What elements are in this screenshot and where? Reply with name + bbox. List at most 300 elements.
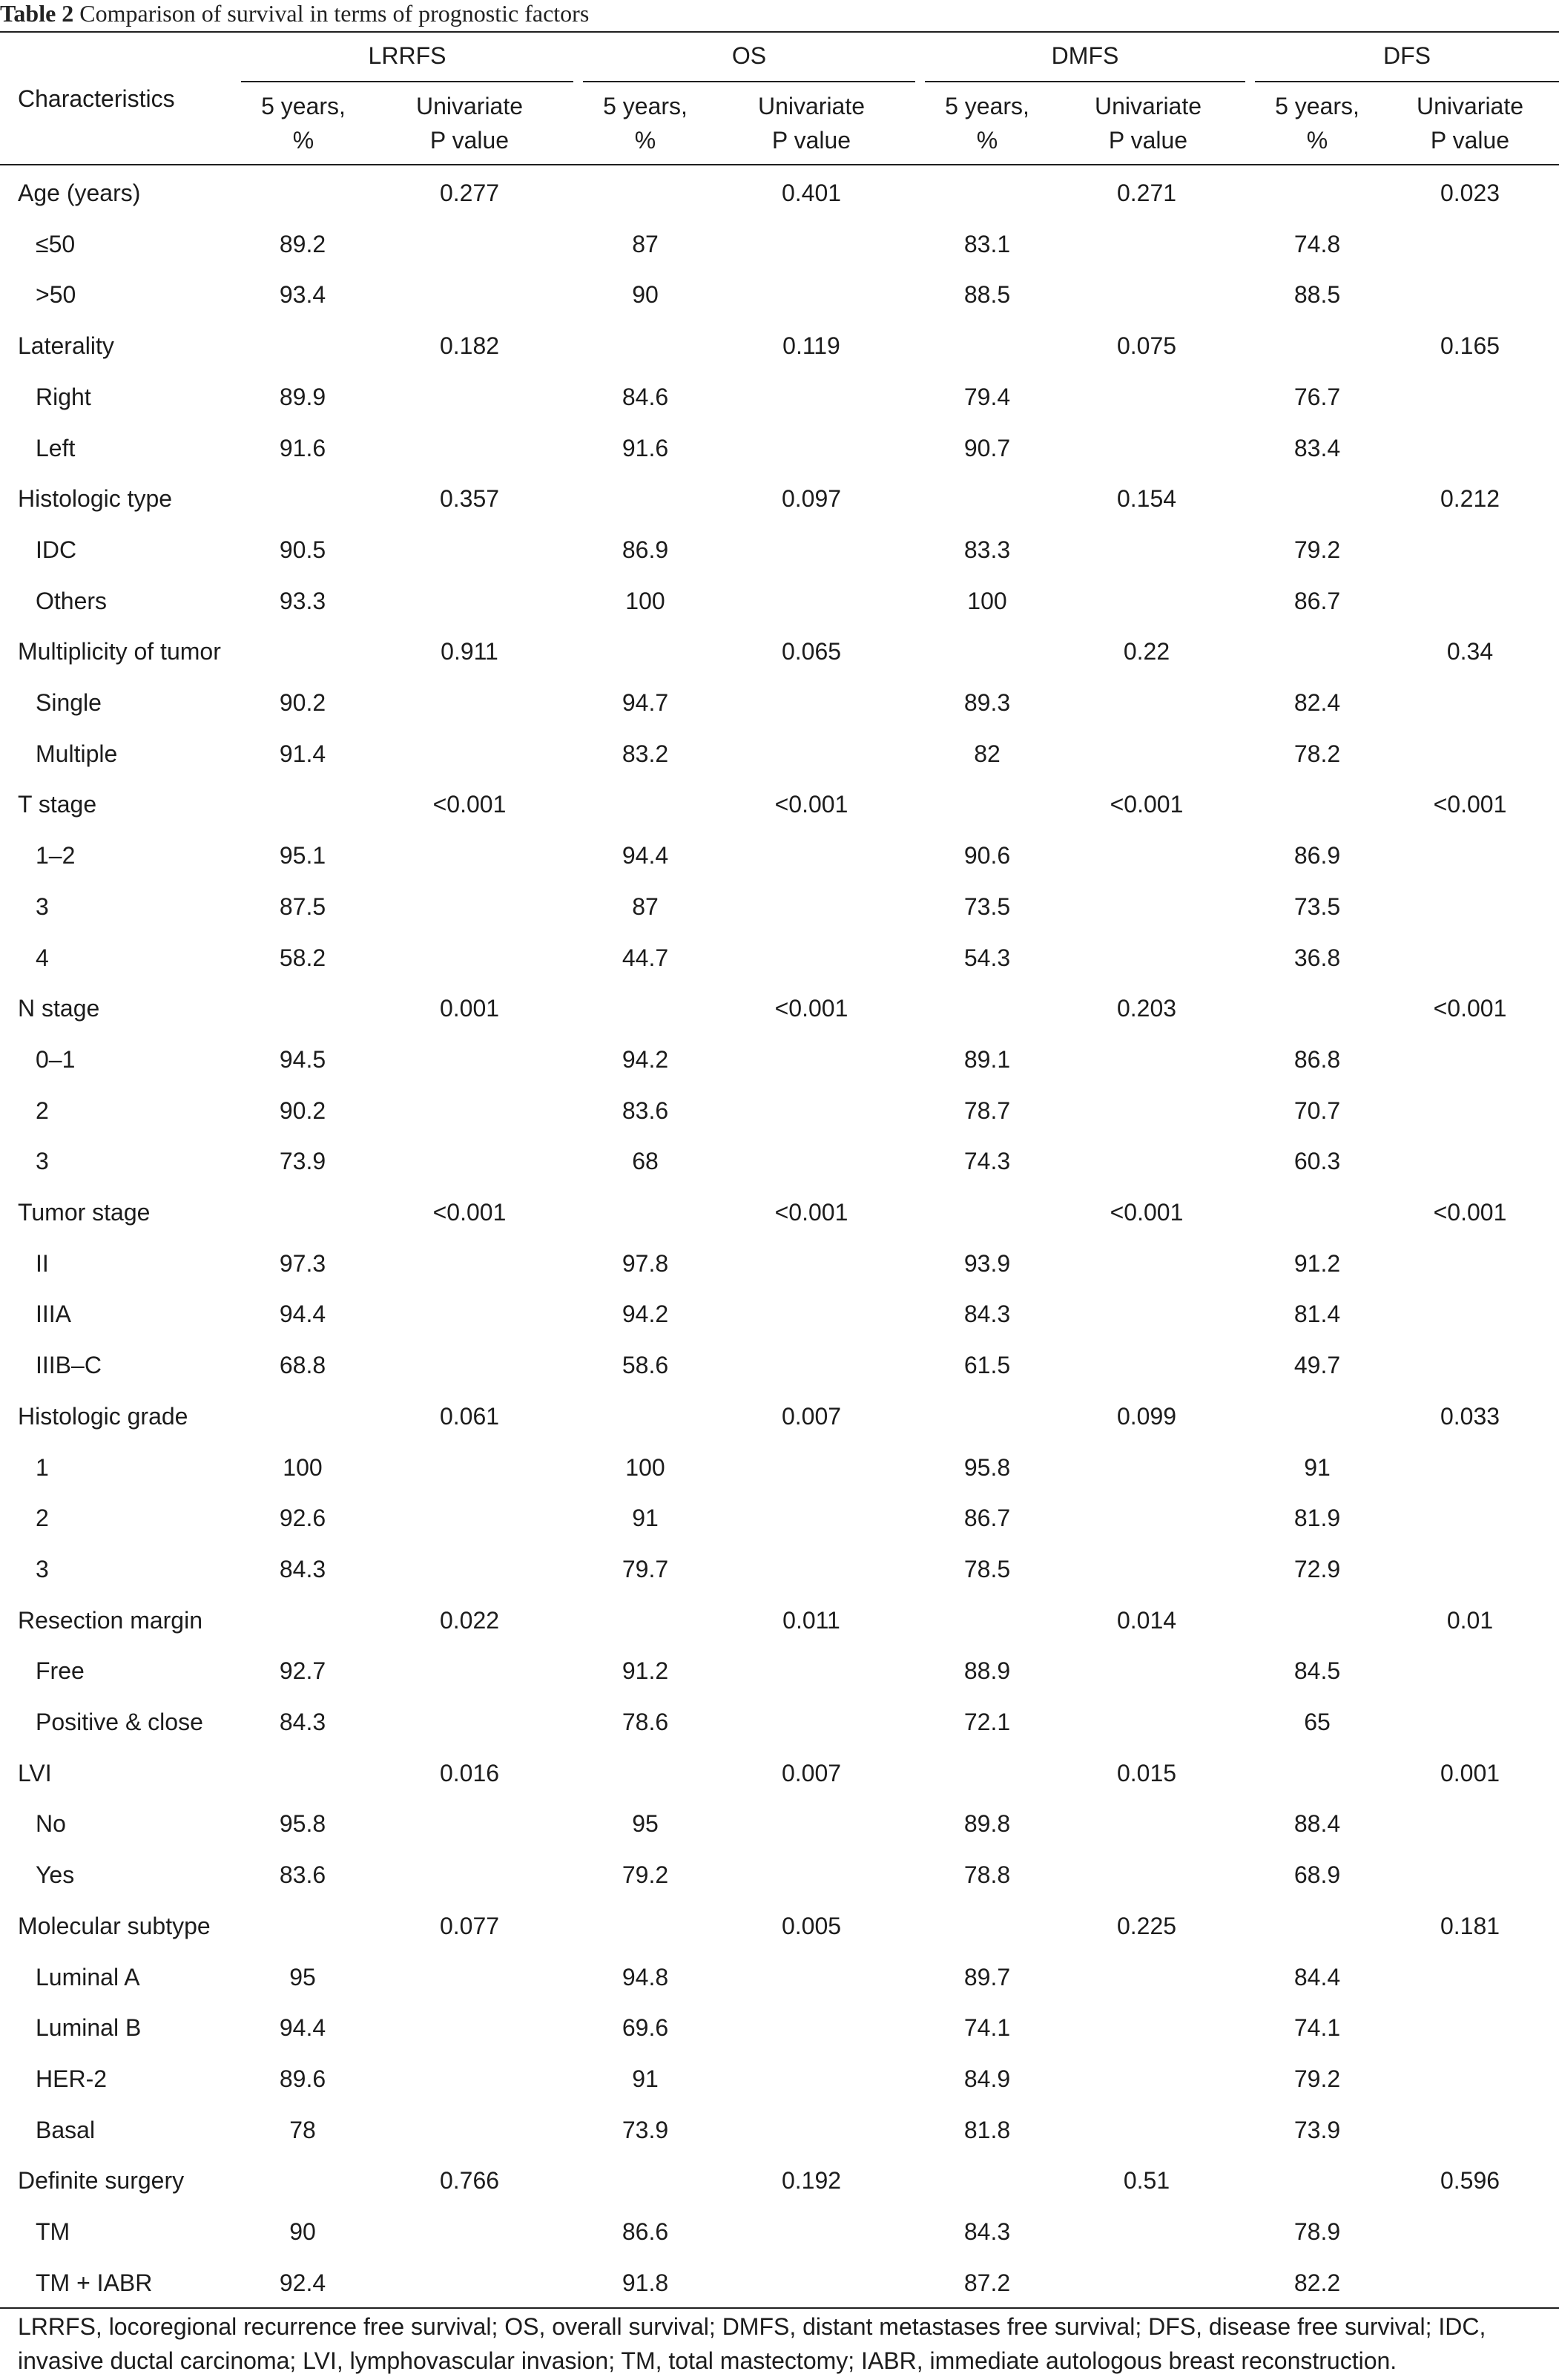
cell-5yr-percent	[564, 473, 727, 525]
cell-5yr-percent	[221, 1595, 384, 1646]
table-row	[0, 1697, 1559, 1748]
cell-5yr-percent: 84.4	[1293, 1963, 1341, 1991]
row-label: T stage	[18, 791, 97, 818]
cell-p-value: 0.007	[781, 1402, 842, 1430]
cell-p-value	[1065, 1850, 1228, 1901]
cell-p-value: 0.077	[439, 1912, 500, 1939]
cell-5yr-percent: 90.6	[963, 842, 1011, 870]
cell-5yr-percent: 94.2	[622, 1301, 669, 1328]
table-row	[0, 1136, 1559, 1187]
cell-p-value	[1065, 1544, 1228, 1595]
cell-5yr-percent: 92.6	[279, 1505, 326, 1532]
table-row	[0, 677, 1559, 729]
cell-5yr-percent	[1236, 2155, 1399, 2206]
cell-5yr-percent: 83.6	[279, 1861, 326, 1889]
cell-5yr-percent: 73.5	[1293, 892, 1341, 920]
cell-p-value	[730, 2206, 893, 2258]
cell-p-value	[1065, 1952, 1228, 2003]
cell-5yr-percent: 100	[967, 587, 1007, 614]
cell-p-value	[730, 372, 893, 423]
subheader-years: 5 years, %	[1275, 93, 1359, 154]
cell-p-value: 0.061	[439, 1402, 500, 1430]
cell-5yr-percent: 91	[1304, 1453, 1331, 1481]
cell-p-value	[388, 729, 551, 780]
cell-5yr-percent	[1236, 1748, 1399, 1799]
cell-5yr-percent	[906, 168, 1069, 219]
cell-p-value	[1065, 1493, 1228, 1544]
cell-5yr-percent	[221, 168, 384, 219]
cell-5yr-percent: 95.1	[279, 842, 326, 870]
cell-5yr-percent	[906, 1595, 1069, 1646]
cell-5yr-percent: 95	[632, 1810, 659, 1838]
subheader-pvalue: Univariate P value	[1416, 93, 1524, 154]
cell-5yr-percent: 88.5	[963, 281, 1011, 309]
cell-p-value	[1065, 1238, 1228, 1289]
cell-p-value	[730, 677, 893, 729]
row-sublabel: IDC	[36, 536, 77, 563]
cell-5yr-percent: 68.8	[279, 1352, 326, 1379]
row-sublabel: ≤50	[36, 230, 76, 257]
cell-5yr-percent: 79.4	[963, 383, 1011, 410]
row-label: LVI	[18, 1759, 52, 1786]
cell-p-value	[1388, 1289, 1552, 1340]
cell-p-value	[1065, 2105, 1228, 2156]
cell-5yr-percent: 74.1	[963, 2014, 1011, 2042]
cell-p-value: 0.001	[439, 995, 500, 1022]
cell-5yr-percent	[564, 1391, 727, 1442]
cell-p-value	[730, 1085, 893, 1137]
row-sublabel: Luminal A	[36, 1963, 140, 1991]
header-rule	[0, 164, 1559, 165]
row-sublabel: HER-2	[36, 2065, 108, 2092]
cell-5yr-percent	[1236, 1595, 1399, 1646]
cell-5yr-percent	[906, 2155, 1069, 2206]
cell-5yr-percent	[564, 626, 727, 677]
row-sublabel: Basal	[36, 2116, 96, 2143]
cell-5yr-percent: 90	[289, 2218, 316, 2245]
table-row	[0, 983, 1559, 1034]
cell-5yr-percent	[1236, 1391, 1399, 1442]
cell-5yr-percent	[564, 320, 727, 372]
cell-p-value: <0.001	[1110, 1199, 1184, 1226]
cell-5yr-percent: 86.9	[622, 536, 669, 563]
cell-p-value	[730, 1289, 893, 1340]
row-sublabel: Right	[36, 383, 91, 410]
cell-p-value	[388, 1340, 551, 1391]
cell-p-value	[1388, 372, 1552, 423]
cell-p-value: 0.182	[439, 332, 500, 360]
cell-5yr-percent: 92.7	[279, 1657, 326, 1685]
cell-p-value	[388, 1493, 551, 1544]
cell-p-value	[730, 1442, 893, 1493]
cell-p-value: 0.022	[439, 1606, 500, 1634]
cell-5yr-percent: 89.2	[279, 230, 326, 257]
cell-5yr-percent	[906, 1901, 1069, 1952]
cell-5yr-percent	[564, 1595, 727, 1646]
cell-p-value	[388, 1136, 551, 1187]
cell-p-value	[1065, 219, 1228, 270]
table-row	[0, 881, 1559, 933]
cell-5yr-percent: 78	[289, 2116, 316, 2143]
cell-5yr-percent: 90.7	[963, 434, 1011, 461]
cell-5yr-percent: 93.3	[279, 587, 326, 614]
row-sublabel: Yes	[36, 1861, 75, 1889]
row-sublabel: Single	[36, 689, 102, 716]
cell-p-value	[388, 830, 551, 881]
cell-p-value	[1388, 1544, 1552, 1595]
cell-p-value	[730, 2105, 893, 2156]
row-sublabel: Positive & close	[36, 1709, 203, 1735]
cell-5yr-percent: 84.6	[622, 383, 669, 410]
cell-p-value	[730, 423, 893, 474]
cell-5yr-percent: 91	[632, 2065, 659, 2092]
cell-5yr-percent	[221, 473, 384, 525]
cell-5yr-percent: 91.8	[622, 2269, 669, 2296]
cell-p-value	[1065, 1697, 1228, 1748]
cell-p-value	[388, 1442, 551, 1493]
cell-p-value: 0.271	[1116, 180, 1177, 206]
table-row	[0, 219, 1559, 270]
cell-5yr-percent	[906, 320, 1069, 372]
cell-p-value: <0.001	[774, 995, 848, 1022]
table-row	[0, 779, 1559, 830]
cell-p-value	[388, 269, 551, 320]
cell-p-value: 0.023	[1440, 180, 1500, 206]
cell-p-value	[1065, 525, 1228, 576]
cell-p-value	[1388, 1646, 1552, 1697]
table-row	[0, 1544, 1559, 1595]
cell-p-value: <0.001	[1433, 791, 1507, 818]
cell-p-value	[730, 830, 893, 881]
cell-p-value	[1388, 2105, 1552, 2156]
cell-p-value	[1065, 576, 1228, 627]
cell-p-value	[730, 2002, 893, 2054]
subheader-pvalue: Univariate P value	[415, 93, 524, 154]
table-row	[0, 2155, 1559, 2206]
cell-5yr-percent: 78.2	[1293, 740, 1341, 767]
cell-5yr-percent: 61.5	[963, 1352, 1011, 1379]
cell-p-value	[1065, 2206, 1228, 2258]
cell-5yr-percent: 78.8	[963, 1861, 1011, 1889]
table-footnote: LRRFS, locoregional recurrence free survival; OS, overall survival; DMFS, distant metastases free survival; DFS, disease free survival; IDC, invasive ductal carcinoma; LVI, lymphovascular invasion; TM, total mastectomy; IABR, immediate autologous breast reconstruction.	[18, 2313, 1486, 2374]
cell-p-value	[388, 2258, 551, 2309]
cell-p-value	[1388, 423, 1552, 474]
cell-p-value: 0.22	[1123, 638, 1170, 665]
group-rule-lrrfs	[241, 81, 573, 82]
row-sublabel: IIIA	[36, 1301, 72, 1328]
cell-5yr-percent: 90	[632, 281, 659, 309]
subheader-years: 5 years, %	[261, 93, 346, 154]
cell-p-value	[388, 933, 551, 984]
cell-5yr-percent: 44.7	[622, 944, 669, 971]
cell-p-value	[1065, 1340, 1228, 1391]
cell-5yr-percent: 78.5	[963, 1555, 1011, 1582]
subheader-years: 5 years, %	[945, 93, 1029, 154]
cell-5yr-percent	[221, 626, 384, 677]
cell-5yr-percent: 88.4	[1293, 1810, 1341, 1838]
table-number: Table 2	[0, 0, 74, 27]
cell-p-value	[730, 1340, 893, 1391]
group-rule-os	[583, 81, 915, 82]
cell-p-value	[730, 1493, 893, 1544]
cell-5yr-percent: 72.1	[963, 1709, 1011, 1735]
cell-p-value	[1388, 1952, 1552, 2003]
cell-p-value: 0.766	[439, 2167, 500, 2195]
cell-p-value	[1388, 269, 1552, 320]
cell-p-value	[730, 2054, 893, 2105]
table-row	[0, 320, 1559, 372]
cell-5yr-percent	[1236, 168, 1399, 219]
cell-5yr-percent: 94.5	[279, 1045, 326, 1073]
cell-5yr-percent: 100	[283, 1453, 323, 1481]
table-row	[0, 372, 1559, 423]
row-label: Resection margin	[18, 1606, 202, 1634]
cell-5yr-percent: 94.7	[622, 689, 669, 716]
row-label: Histologic type	[18, 485, 173, 513]
cell-5yr-percent: 78.9	[1293, 2218, 1341, 2245]
cell-p-value	[730, 576, 893, 627]
top-rule	[0, 31, 1559, 33]
cell-p-value	[1065, 830, 1228, 881]
cell-p-value	[730, 219, 893, 270]
row-sublabel: 2	[36, 1505, 49, 1532]
cell-5yr-percent: 73.9	[1293, 2116, 1341, 2143]
cell-p-value: 0.34	[1446, 638, 1494, 665]
cell-p-value: <0.001	[1110, 791, 1184, 818]
cell-5yr-percent: 69.6	[622, 2014, 669, 2042]
cell-p-value	[1388, 729, 1552, 780]
cell-5yr-percent: 72.9	[1293, 1555, 1341, 1582]
cell-p-value	[730, 2258, 893, 2309]
cell-p-value	[1388, 1340, 1552, 1391]
cell-5yr-percent: 58.2	[279, 944, 326, 971]
cell-5yr-percent: 94.2	[622, 1045, 669, 1073]
cell-p-value	[1388, 1798, 1552, 1850]
cell-5yr-percent: 94.4	[622, 842, 669, 870]
group-header-dmfs: DMFS	[1051, 42, 1119, 69]
cell-p-value: 0.001	[1440, 1759, 1500, 1786]
cell-5yr-percent	[906, 1187, 1069, 1238]
bottom-rule	[0, 2307, 1559, 2309]
cell-p-value	[1388, 830, 1552, 881]
cell-5yr-percent	[221, 2155, 384, 2206]
cell-p-value: 0.075	[1116, 332, 1177, 360]
cell-p-value: 0.014	[1116, 1606, 1177, 1634]
cell-p-value: 0.097	[781, 485, 842, 513]
cell-5yr-percent	[221, 983, 384, 1034]
row-sublabel: 3	[36, 892, 49, 920]
cell-5yr-percent: 100	[625, 587, 665, 614]
row-sublabel: Others	[36, 587, 108, 614]
cell-5yr-percent: 78.7	[963, 1097, 1011, 1124]
cell-5yr-percent: 91.6	[622, 434, 669, 461]
cell-5yr-percent: 91.4	[279, 740, 326, 767]
cell-p-value: 0.099	[1116, 1402, 1177, 1430]
cell-5yr-percent	[1236, 1901, 1399, 1952]
cell-5yr-percent: 89.8	[963, 1810, 1011, 1838]
table-row	[0, 1901, 1559, 1952]
cell-p-value	[1388, 2054, 1552, 2105]
cell-5yr-percent	[221, 1391, 384, 1442]
cell-p-value: 0.181	[1440, 1912, 1500, 1939]
cell-5yr-percent: 88.9	[963, 1657, 1011, 1685]
cell-5yr-percent	[906, 779, 1069, 830]
cell-5yr-percent: 74.1	[1293, 2014, 1341, 2042]
cell-p-value	[388, 1085, 551, 1137]
cell-p-value: 0.911	[441, 638, 498, 665]
table-row	[0, 1646, 1559, 1697]
cell-p-value	[1065, 881, 1228, 933]
cell-p-value	[1065, 677, 1228, 729]
cell-5yr-percent: 94.8	[622, 1963, 669, 1991]
row-label: Laterality	[18, 332, 114, 360]
cell-5yr-percent: 89.1	[963, 1045, 1011, 1073]
cell-p-value	[388, 1034, 551, 1085]
cell-p-value	[388, 525, 551, 576]
cell-p-value	[730, 933, 893, 984]
group-header-dfs: DFS	[1383, 42, 1431, 69]
cell-p-value	[1065, 1442, 1228, 1493]
row-sublabel: 1	[36, 1453, 49, 1481]
table-row	[0, 1748, 1559, 1799]
table-row	[0, 830, 1559, 881]
cell-p-value	[1388, 2002, 1552, 2054]
cell-5yr-percent: 79.7	[622, 1555, 669, 1582]
cell-5yr-percent: 90.5	[279, 536, 326, 563]
row-sublabel: 2	[36, 1097, 49, 1124]
cell-p-value	[730, 1952, 893, 2003]
cell-5yr-percent: 90.2	[279, 689, 326, 716]
cell-p-value	[1065, 1646, 1228, 1697]
cell-5yr-percent: 74.8	[1293, 230, 1341, 257]
cell-5yr-percent: 81.9	[1293, 1505, 1341, 1532]
row-sublabel: IIIB–C	[36, 1352, 102, 1379]
cell-p-value: 0.154	[1116, 485, 1177, 513]
cell-5yr-percent: 97.8	[622, 1249, 669, 1277]
row-label: N stage	[18, 995, 100, 1022]
cell-p-value: 0.225	[1116, 1912, 1177, 1939]
cell-p-value: <0.001	[774, 791, 848, 818]
cell-p-value	[1388, 881, 1552, 933]
cell-5yr-percent: 76.7	[1293, 383, 1341, 410]
table-row	[0, 729, 1559, 780]
cell-p-value	[388, 1850, 551, 1901]
table-row	[0, 576, 1559, 627]
cell-p-value	[388, 2206, 551, 2258]
table-row	[0, 2206, 1559, 2258]
table-row	[0, 2054, 1559, 2105]
cell-5yr-percent: 100	[625, 1453, 665, 1481]
cell-p-value: 0.011	[782, 1606, 840, 1634]
cell-p-value	[1065, 1136, 1228, 1187]
table-row	[0, 1391, 1559, 1442]
cell-5yr-percent	[221, 1901, 384, 1952]
cell-p-value	[1388, 525, 1552, 576]
table-row	[0, 1340, 1559, 1391]
table-row	[0, 423, 1559, 474]
cell-5yr-percent: 70.7	[1293, 1097, 1341, 1124]
cell-5yr-percent	[906, 1391, 1069, 1442]
table-row	[0, 1085, 1559, 1137]
cell-p-value	[1065, 1085, 1228, 1137]
cell-5yr-percent: 73.9	[279, 1148, 326, 1175]
cell-p-value: 0.357	[439, 485, 500, 513]
cell-p-value	[730, 1238, 893, 1289]
cell-5yr-percent: 88.5	[1293, 281, 1341, 309]
cell-5yr-percent: 86.9	[1293, 842, 1341, 870]
table-row	[0, 1850, 1559, 1901]
cell-5yr-percent: 95.8	[279, 1810, 326, 1838]
cell-5yr-percent	[1236, 779, 1399, 830]
cell-p-value	[1065, 269, 1228, 320]
cell-p-value: <0.001	[432, 791, 507, 818]
cell-p-value: 0.277	[439, 180, 500, 206]
cell-p-value	[388, 219, 551, 270]
cell-5yr-percent: 91.6	[279, 434, 326, 461]
row-label: Definite surgery	[18, 2167, 185, 2195]
table-row	[0, 2258, 1559, 2309]
cell-p-value	[388, 677, 551, 729]
cell-p-value	[1388, 1850, 1552, 1901]
cell-p-value	[388, 1289, 551, 1340]
cell-5yr-percent: 91	[632, 1505, 659, 1532]
cell-p-value	[1388, 1238, 1552, 1289]
cell-p-value: 0.005	[781, 1912, 842, 1939]
row-sublabel: II	[36, 1249, 49, 1277]
cell-p-value	[1065, 1034, 1228, 1085]
cell-5yr-percent: 54.3	[963, 944, 1011, 971]
cell-5yr-percent	[564, 1901, 727, 1952]
cell-5yr-percent: 83.4	[1293, 434, 1341, 461]
table-row	[0, 1238, 1559, 1289]
row-sublabel: Free	[36, 1657, 85, 1685]
cell-p-value	[1065, 1289, 1228, 1340]
row-sublabel: Luminal B	[36, 2014, 142, 2042]
cell-p-value	[730, 729, 893, 780]
cell-p-value	[1065, 2002, 1228, 2054]
cell-p-value	[730, 881, 893, 933]
cell-p-value	[388, 1238, 551, 1289]
cell-5yr-percent: 81.4	[1293, 1301, 1341, 1328]
row-label: Histologic grade	[18, 1402, 188, 1430]
cell-5yr-percent: 74.3	[963, 1148, 1011, 1175]
cell-p-value	[730, 1646, 893, 1697]
group-header-os: OS	[731, 42, 767, 69]
cell-p-value	[730, 525, 893, 576]
cell-p-value: 0.007	[781, 1759, 842, 1786]
cell-5yr-percent: 86.6	[622, 2218, 669, 2245]
cell-5yr-percent: 83.2	[622, 740, 669, 767]
cell-5yr-percent: 78.6	[622, 1709, 669, 1735]
table-row	[0, 1595, 1559, 1646]
cell-5yr-percent: 97.3	[279, 1249, 326, 1277]
cell-5yr-percent: 86.7	[1293, 587, 1341, 614]
cell-p-value	[1388, 1136, 1552, 1187]
row-sublabel: 4	[36, 944, 49, 971]
cell-p-value	[1388, 2258, 1552, 2309]
cell-5yr-percent: 91.2	[1293, 1249, 1341, 1277]
cell-5yr-percent: 83.6	[622, 1097, 669, 1124]
cell-5yr-percent: 79.2	[1293, 536, 1341, 563]
cell-p-value	[1065, 423, 1228, 474]
cell-5yr-percent: 60.3	[1293, 1148, 1341, 1175]
cell-p-value	[388, 1952, 551, 2003]
cell-5yr-percent: 95.8	[963, 1453, 1011, 1481]
cell-5yr-percent: 65	[1304, 1709, 1331, 1735]
cell-p-value	[1388, 1085, 1552, 1137]
cell-5yr-percent: 90.2	[279, 1097, 326, 1124]
cell-p-value	[388, 1544, 551, 1595]
